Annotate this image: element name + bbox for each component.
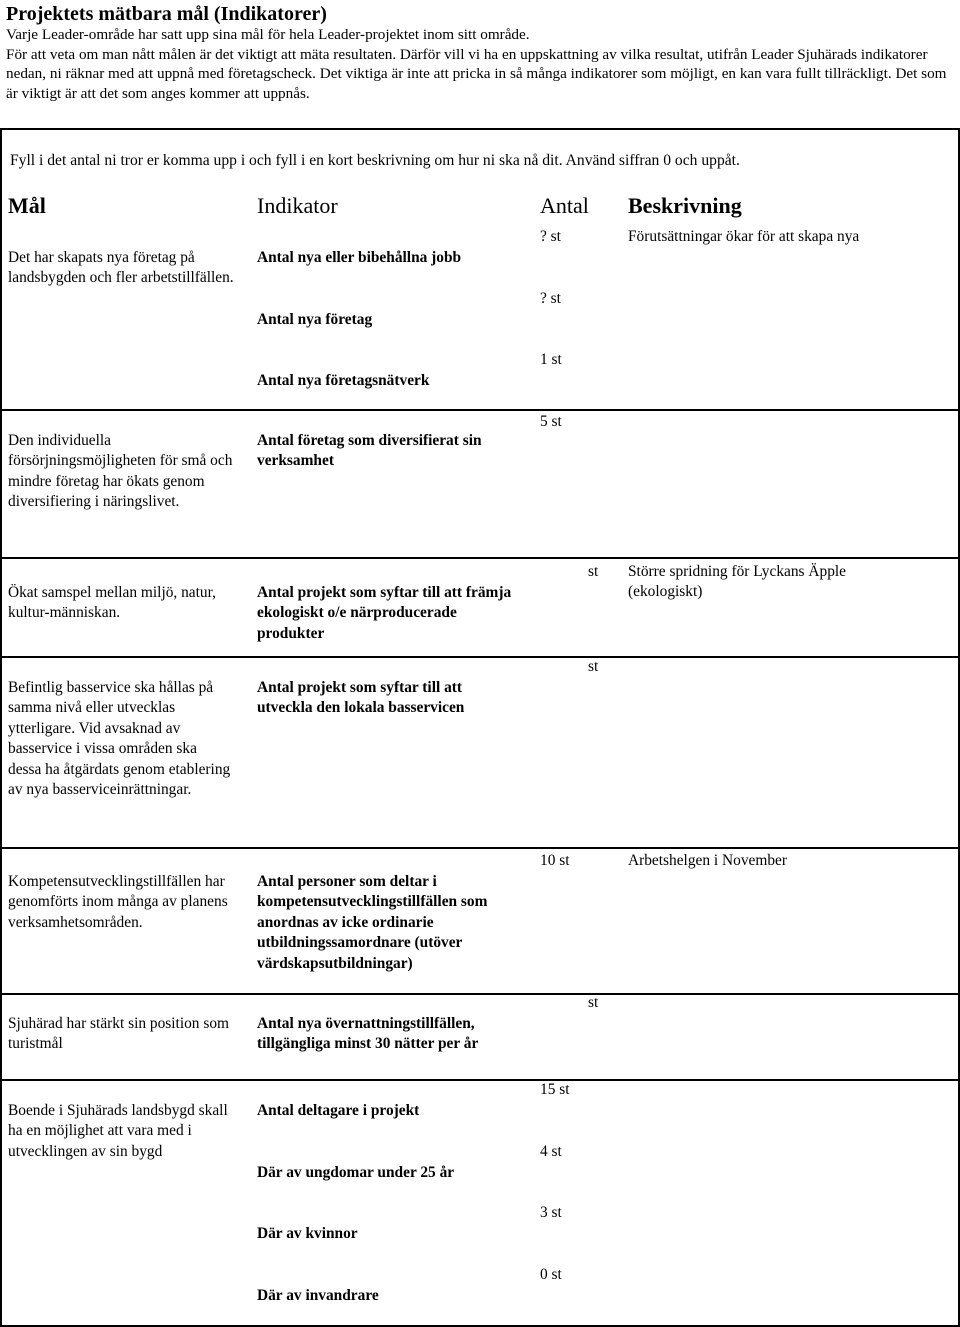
description-field[interactable]: Arbetshelgen i November xyxy=(628,852,787,869)
row-divider xyxy=(0,1079,960,1081)
indicator-cell: Antal nya företag xyxy=(257,311,373,328)
amount-field[interactable]: st xyxy=(588,563,599,580)
indicator-cell: Där av ungdomar under 25 år xyxy=(257,1164,455,1181)
indicator-cell: Antal deltagare i projekt xyxy=(257,1102,420,1119)
row-divider xyxy=(0,656,960,658)
goal-cell: Den individuella försörjningsmöjligheten för små och mindre företag har ökats genom diversifiering i näringslivet. xyxy=(8,432,233,511)
indicator-cell: Antal nya eller bibehållna jobb xyxy=(257,249,462,266)
amount-field[interactable]: 1 st xyxy=(540,351,562,368)
header-indicator: Indikator xyxy=(257,193,338,218)
amount-field[interactable]: 10 st xyxy=(540,852,570,869)
goal-cell: Det har skapats nya företag på landsbygden och fler arbetstillfällen. xyxy=(8,249,234,287)
header-amount: Antal xyxy=(540,193,589,218)
amount-field[interactable]: 4 st xyxy=(540,1143,562,1160)
header-goal: Mål xyxy=(8,193,46,218)
indicator-cell: Där av kvinnor xyxy=(257,1225,358,1242)
amount-field[interactable]: ? st xyxy=(540,290,561,307)
intro-text xyxy=(6,25,951,103)
instruction-text: Fyll i det antal ni tror er komma upp i och fyll i en kort beskrivning om hur ni ska nå dit. Använd siffran 0 och uppåt. xyxy=(10,152,740,169)
indicator-cell: Antal nya övernattningstillfällen, tillgängliga minst 30 nätter per år xyxy=(257,1015,479,1053)
goal-cell: Kompetensutvecklingstillfällen har genomförts inom många av planens verksamhetsområden. xyxy=(8,873,228,931)
goal-cell: Boende i Sjuhärads landsbygd skall ha en möjlighet att vara med i utvecklingen av sin bygd xyxy=(8,1102,228,1160)
indicator-cell: Där av invandrare xyxy=(257,1287,379,1304)
indicator-cell: Antal projekt som syftar till att utveckla den lokala basservicen xyxy=(257,679,465,717)
amount-field[interactable]: st xyxy=(588,658,599,675)
row-divider xyxy=(0,847,960,849)
indicator-cell: Antal projekt som syftar till att främja ekologiskt o/e närproducerade produkter xyxy=(257,584,512,642)
amount-field[interactable]: 0 st xyxy=(540,1266,562,1283)
amount-field[interactable]: ? st xyxy=(540,228,561,245)
indicator-cell: Antal företag som diversifierat sin verksamhet xyxy=(257,432,482,470)
goal-cell: Befintlig basservice ska hållas på samma nivå eller utvecklas ytterligare. Vid avsaknad av basservice i vissa områden ska dessa ha åtgärdats genom etablering av nya basserviceinrättningar. xyxy=(8,679,231,799)
goal-cell: Sjuhärad har stärkt sin position som turistmål xyxy=(8,1015,230,1053)
row-divider xyxy=(0,557,960,559)
row-divider xyxy=(0,993,960,995)
intro-paragraph-1: Varje Leader-område har satt upp sina mål för hela Leader-projektet inom sitt område. xyxy=(6,26,530,43)
header-description: Beskrivning xyxy=(628,193,742,218)
amount-field[interactable]: 15 st xyxy=(540,1081,570,1098)
goal-cell: Ökat samspel mellan miljö, natur, kultur-människan. xyxy=(8,584,216,622)
amount-field[interactable]: 5 st xyxy=(540,413,562,430)
intro-paragraph-2: För att veta om man nått målen är det viktigt att mäta resultaten. Därför vill vi ha en uppskattning av vilka resultat, utifrån Leader Sjuhärads indikatorer nedan, ni räknar med att uppnå med företagscheck. Det viktiga är inte att pricka in så många indikatorer som möjligt, en kan vara fullt tillräckligt. Det som är viktigt är att det som anges kommer att uppnås. xyxy=(6,45,947,102)
row-divider xyxy=(0,409,960,411)
amount-field[interactable]: st xyxy=(588,994,599,1011)
description-field[interactable]: Förutsättningar ökar för att skapa nya xyxy=(628,228,860,245)
indicator-cell: Antal personer som deltar i kompetensutvecklingstillfällen som anordnas av icke ordinarie utbildningssamordnare (utöver värdskapsutbildningar) xyxy=(257,873,488,972)
page-title: Projektets mätbara mål (Indikatorer) xyxy=(6,3,327,25)
amount-field[interactable]: 3 st xyxy=(540,1204,562,1221)
description-field[interactable]: Större spridning för Lyckans Äpple (ekologiskt) xyxy=(628,563,846,601)
indicator-cell: Antal nya företagsnätverk xyxy=(257,372,430,389)
